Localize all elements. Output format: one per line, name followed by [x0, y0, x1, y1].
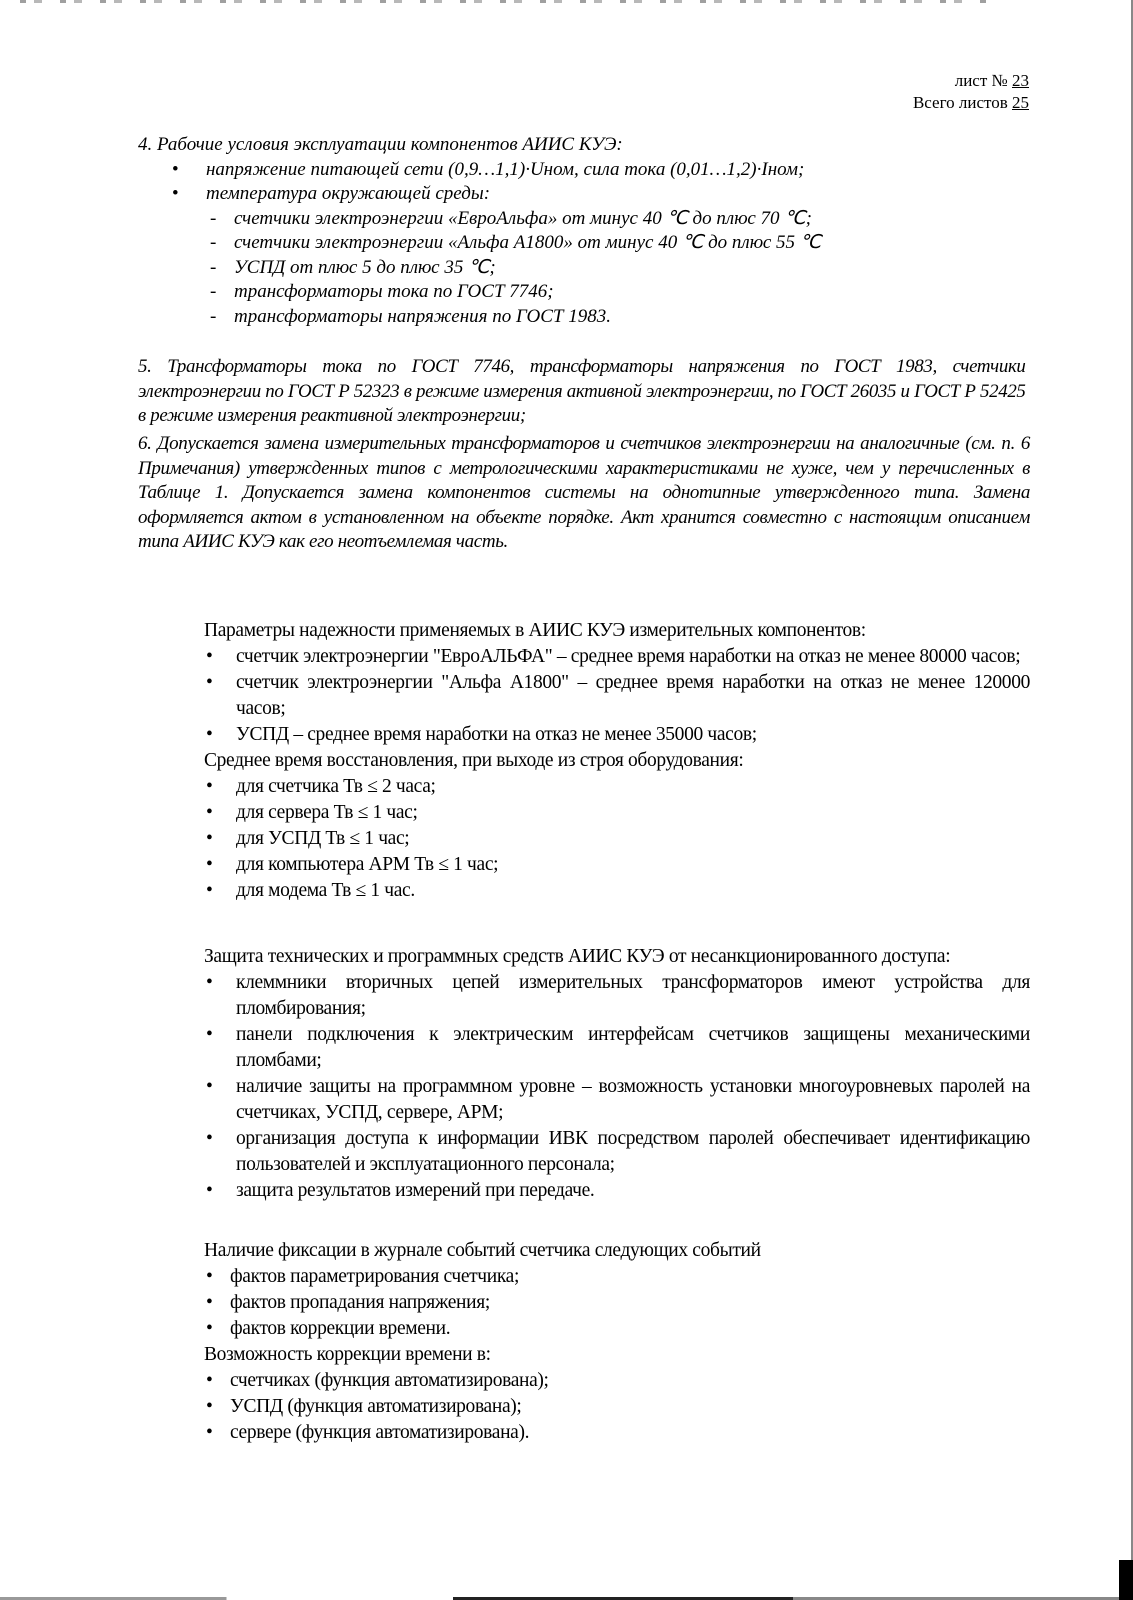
recovery-intro: Среднее время восстановления, при выходе из строя оборудования: [204, 750, 744, 771]
protection-section [138, 944, 1030, 1204]
list-item: - счетчики электроэнергии «Альфа А1800» от минус 40 ℃ до плюс 55 ℃ [138, 231, 1030, 256]
list-item: • для счетчика Тв ≤ 2 часа; [138, 774, 1030, 800]
section-6-text: 6. Допускается замена измерительных трансформаторов и счетчиков электроэнергии на аналогичные (см. п. 6 Примечания) утвержденных типов с метрологическими характеристиками не хуже, чем у перечисленных в Таблице 1. Допускается замена компонентов системы на однотипные утвержденного типа. Замена оформляется актом в установленном на объекте порядке. Акт хранится совместно с настоящим описанием типа АИИС КУЭ как его неотъемлемая часть. [138, 433, 1030, 552]
list-item: • фактов коррекции времени. [138, 1316, 1030, 1342]
list-item: • наличие защиты на программном уровне – возможность установки многоуровневых паролей на счетчиках, УСПД, сервере, АРМ; [138, 1074, 1030, 1126]
list-item: - УСПД от плюс 5 до плюс 35 ℃; [138, 256, 1030, 281]
sheet-number: 23 [1012, 71, 1029, 90]
section-5 [138, 355, 1026, 429]
list-item: • клеммники вторичных цепей измерительных трансформаторов имеют устройства для пломбирования; [138, 970, 1030, 1022]
section-4-bullets [138, 158, 1030, 330]
scan-edge-top [20, 0, 993, 3]
list-item: • фактов параметрирования счетчика; [138, 1264, 1030, 1290]
events-list [138, 1264, 1030, 1342]
page-header [913, 70, 1029, 114]
reliability-intro: Параметры надежности применяемых в АИИС КУЭ измерительных компонентов: [204, 620, 866, 641]
time-correction-list [138, 1368, 1030, 1446]
list-item: • организация доступа к информации ИВК посредством паролей обеспечивает идентификацию пользователей и эксплуатационного персонала; [138, 1126, 1030, 1178]
protection-intro: Защита технических и программных средств АИИС КУЭ от несанкционированного доступа: [204, 946, 951, 967]
list-item: • УСПД – среднее время наработки на отказ не менее 35000 часов; [138, 722, 1030, 748]
sheet-label: лист № [954, 71, 1008, 90]
total-label: Всего листов [912, 93, 1008, 112]
list-item: • УСПД (функция автоматизирована); [138, 1394, 1030, 1420]
section-4 [138, 133, 1030, 329]
total-sheets-line [913, 92, 1029, 114]
scan-corner [1119, 1560, 1133, 1600]
total-number: 25 [1012, 93, 1029, 112]
list-item: • счетчик электроэнергии "Альфа А1800" – среднее время наработки на отказ не менее 120000 часов; [138, 670, 1030, 722]
list-item: • напряжение питающей сети (0,9…1,1)·Uном, сила тока (0,01…1,2)·Iном; [138, 158, 1030, 183]
reliability-section [138, 618, 1030, 904]
section-6 [138, 432, 1030, 555]
list-item: • для сервера Тв ≤ 1 час; [138, 800, 1030, 826]
list-item: • фактов пропадания напряжения; [138, 1290, 1030, 1316]
section-4-title: 4. Рабочие условия эксплуатации компонентов АИИС КУЭ: [138, 134, 623, 155]
list-item: - трансформаторы тока по ГОСТ 7746; [138, 280, 1030, 305]
section-5-text: 5. Трансформаторы тока по ГОСТ 7746, трансформаторы напряжения по ГОСТ 1983, счетчики электроэнергии по ГОСТ Р 52323 в режиме измерения активной электроэнергии, по ГОСТ 26035 и ГОСТ Р 52425 в режиме измерения реактивной электроэнергии; [138, 356, 1026, 426]
list-item: • сервере (функция автоматизирована). [138, 1420, 1030, 1446]
time-correction-intro: Возможность коррекции времени в: [204, 1344, 491, 1365]
list-item: • температура окружающей среды: [138, 182, 1030, 207]
events-section [138, 1238, 1030, 1446]
list-item: • защита результатов измерений при передаче. [138, 1178, 1030, 1204]
reliability-list [138, 644, 1030, 748]
sheet-number-line [913, 70, 1029, 92]
list-item: • панели подключения к электрическим интерфейсам счетчиков защищены механическими пломбами; [138, 1022, 1030, 1074]
recovery-list [138, 774, 1030, 904]
protection-list [138, 970, 1030, 1204]
list-item: - счетчики электроэнергии «ЕвроАльфа» от минус 40 ℃ до плюс 70 ℃; [138, 207, 1030, 232]
list-item: • счетчик электроэнергии "ЕвроАЛЬФА" – среднее время наработки на отказ не менее 80000 часов; [138, 644, 1030, 670]
list-item: • счетчиках (функция автоматизирована); [138, 1368, 1030, 1394]
list-item: • для модема Тв ≤ 1 час. [138, 878, 1030, 904]
list-item: • для компьютера АРМ Тв ≤ 1 час; [138, 852, 1030, 878]
list-item: - трансформаторы напряжения по ГОСТ 1983. [138, 305, 1030, 330]
list-item: • для УСПД Тв ≤ 1 час; [138, 826, 1030, 852]
events-intro: Наличие фиксации в журнале событий счетчика следующих событий [204, 1240, 761, 1261]
